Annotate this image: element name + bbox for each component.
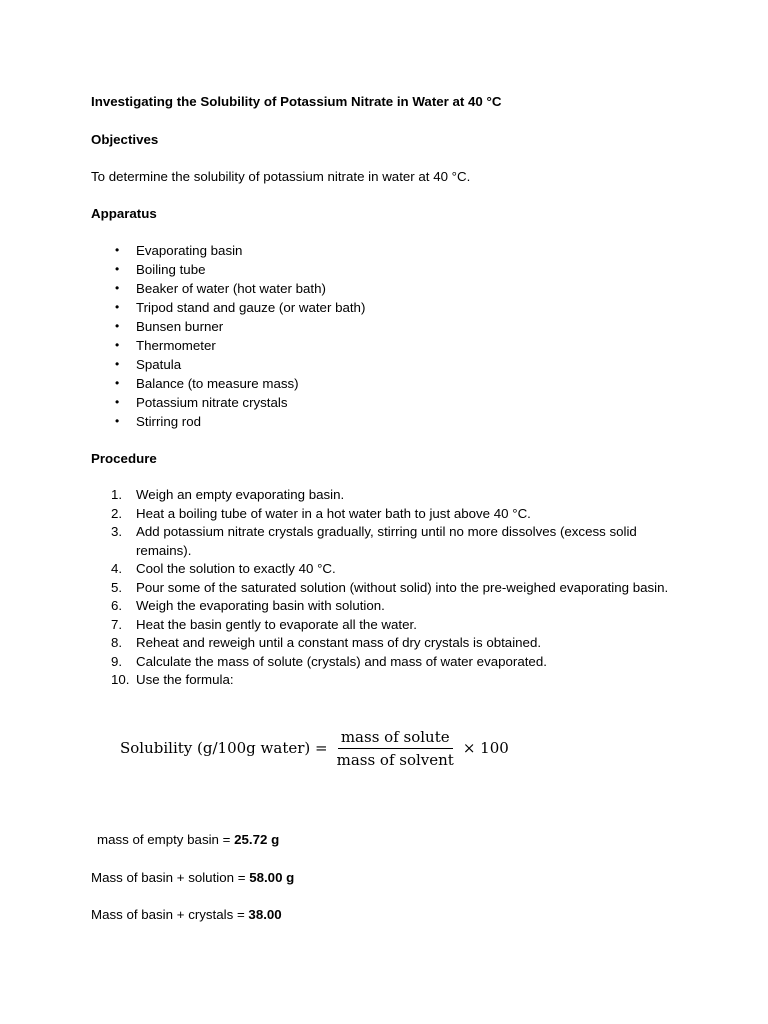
procedure-list	[91, 486, 676, 690]
procedure-step	[91, 579, 676, 598]
procedure-step	[91, 560, 676, 579]
measurement-basin-solution	[91, 869, 294, 887]
formula-lhs: Solubility (g/100g water) =	[120, 739, 328, 757]
step-text: Use the formula:	[136, 672, 234, 687]
list-item-text: Beaker of water (hot water bath)	[136, 281, 326, 296]
measurement-value: 25.72 g	[234, 832, 280, 847]
procedure-heading: Procedure	[91, 451, 157, 466]
step-text: Add potassium nitrate crystals gradually, stirring until no more dissolves (excess solid remains).	[136, 524, 637, 558]
bullet-icon: •	[115, 414, 120, 428]
measurement-value: 58.00 g	[249, 870, 295, 885]
measurement-label: Mass of basin + solution =	[91, 870, 250, 885]
formula-numerator: mass of solute	[338, 728, 453, 749]
procedure-step	[91, 671, 676, 690]
measurement-value: 38.00	[248, 907, 282, 922]
step-number: 1.	[111, 487, 123, 502]
list-item-text: Spatula	[136, 357, 182, 372]
step-text: Reheat and reweigh until a constant mass of dry crystals is obtained.	[136, 635, 542, 650]
list-item-text: Potassium nitrate crystals	[136, 395, 288, 410]
step-text: Calculate the mass of solute (crystals) and mass of water evaporated.	[136, 653, 547, 669]
step-number: 4.	[111, 561, 123, 576]
step-number: 5.	[111, 579, 123, 595]
list-item-text: Thermometer	[136, 338, 216, 353]
bullet-icon: •	[115, 281, 120, 295]
list-item-text: Bunsen burner	[136, 319, 224, 334]
measurement-empty-basin	[97, 831, 279, 849]
document-title: Investigating the Solubility of Potassium Nitrate in Water at 40 °C	[91, 94, 502, 109]
list-item-text: Boiling tube	[136, 262, 206, 277]
formula-denominator: mass of solvent	[336, 750, 454, 769]
objective-text: To determine the solubility of potassium nitrate in water at 40 °C.	[91, 169, 471, 184]
procedure-step	[91, 505, 676, 524]
list-item-text: Evaporating basin	[136, 243, 243, 258]
step-text: Weigh an empty evaporating basin.	[136, 487, 345, 502]
procedure-step	[91, 597, 676, 616]
bullet-icon: •	[115, 357, 120, 371]
procedure-step	[91, 616, 676, 635]
bullet-icon: •	[115, 262, 120, 276]
step-number: 7.	[111, 616, 123, 632]
step-text: Pour some of the saturated solution (without solid) into the pre-weighed evaporating basin.	[136, 579, 669, 595]
procedure-step	[91, 653, 676, 672]
step-number: 3.	[111, 524, 123, 539]
apparatus-heading: Apparatus	[91, 206, 157, 221]
step-number: 9.	[111, 653, 123, 669]
list-item-text: Balance (to measure mass)	[136, 376, 299, 391]
procedure-step	[91, 634, 676, 653]
step-number: 6.	[111, 598, 123, 613]
objectives-heading: Objectives	[91, 132, 159, 147]
measurement-label: mass of empty basin =	[97, 832, 235, 847]
solubility-formula	[120, 726, 509, 770]
bullet-icon: •	[115, 243, 120, 257]
formula-rhs: × 100	[462, 739, 509, 757]
bullet-icon: •	[115, 300, 120, 314]
step-text: Heat a boiling tube of water in a hot water bath to just above 40 °C.	[136, 505, 531, 521]
step-number: 2.	[111, 505, 123, 521]
measurement-label: Mass of basin + crystals =	[91, 907, 249, 922]
bullet-icon: •	[115, 338, 120, 352]
step-number: 10.	[111, 672, 130, 687]
procedure-step	[91, 523, 676, 560]
step-number: 8.	[111, 635, 123, 650]
bullet-icon: •	[115, 376, 120, 390]
procedure-step	[91, 486, 676, 505]
measurement-basin-crystals	[91, 906, 282, 924]
list-item-text: Stirring rod	[136, 414, 202, 429]
step-text: Heat the basin gently to evaporate all the water.	[136, 616, 417, 632]
bullet-icon: •	[115, 395, 120, 409]
list-item-text: Tripod stand and gauze (or water bath)	[136, 300, 366, 315]
formula-fraction	[334, 728, 457, 769]
step-text: Weigh the evaporating basin with solution.	[136, 598, 385, 613]
step-text: Cool the solution to exactly 40 °C.	[136, 561, 336, 576]
bullet-icon: •	[115, 319, 120, 333]
